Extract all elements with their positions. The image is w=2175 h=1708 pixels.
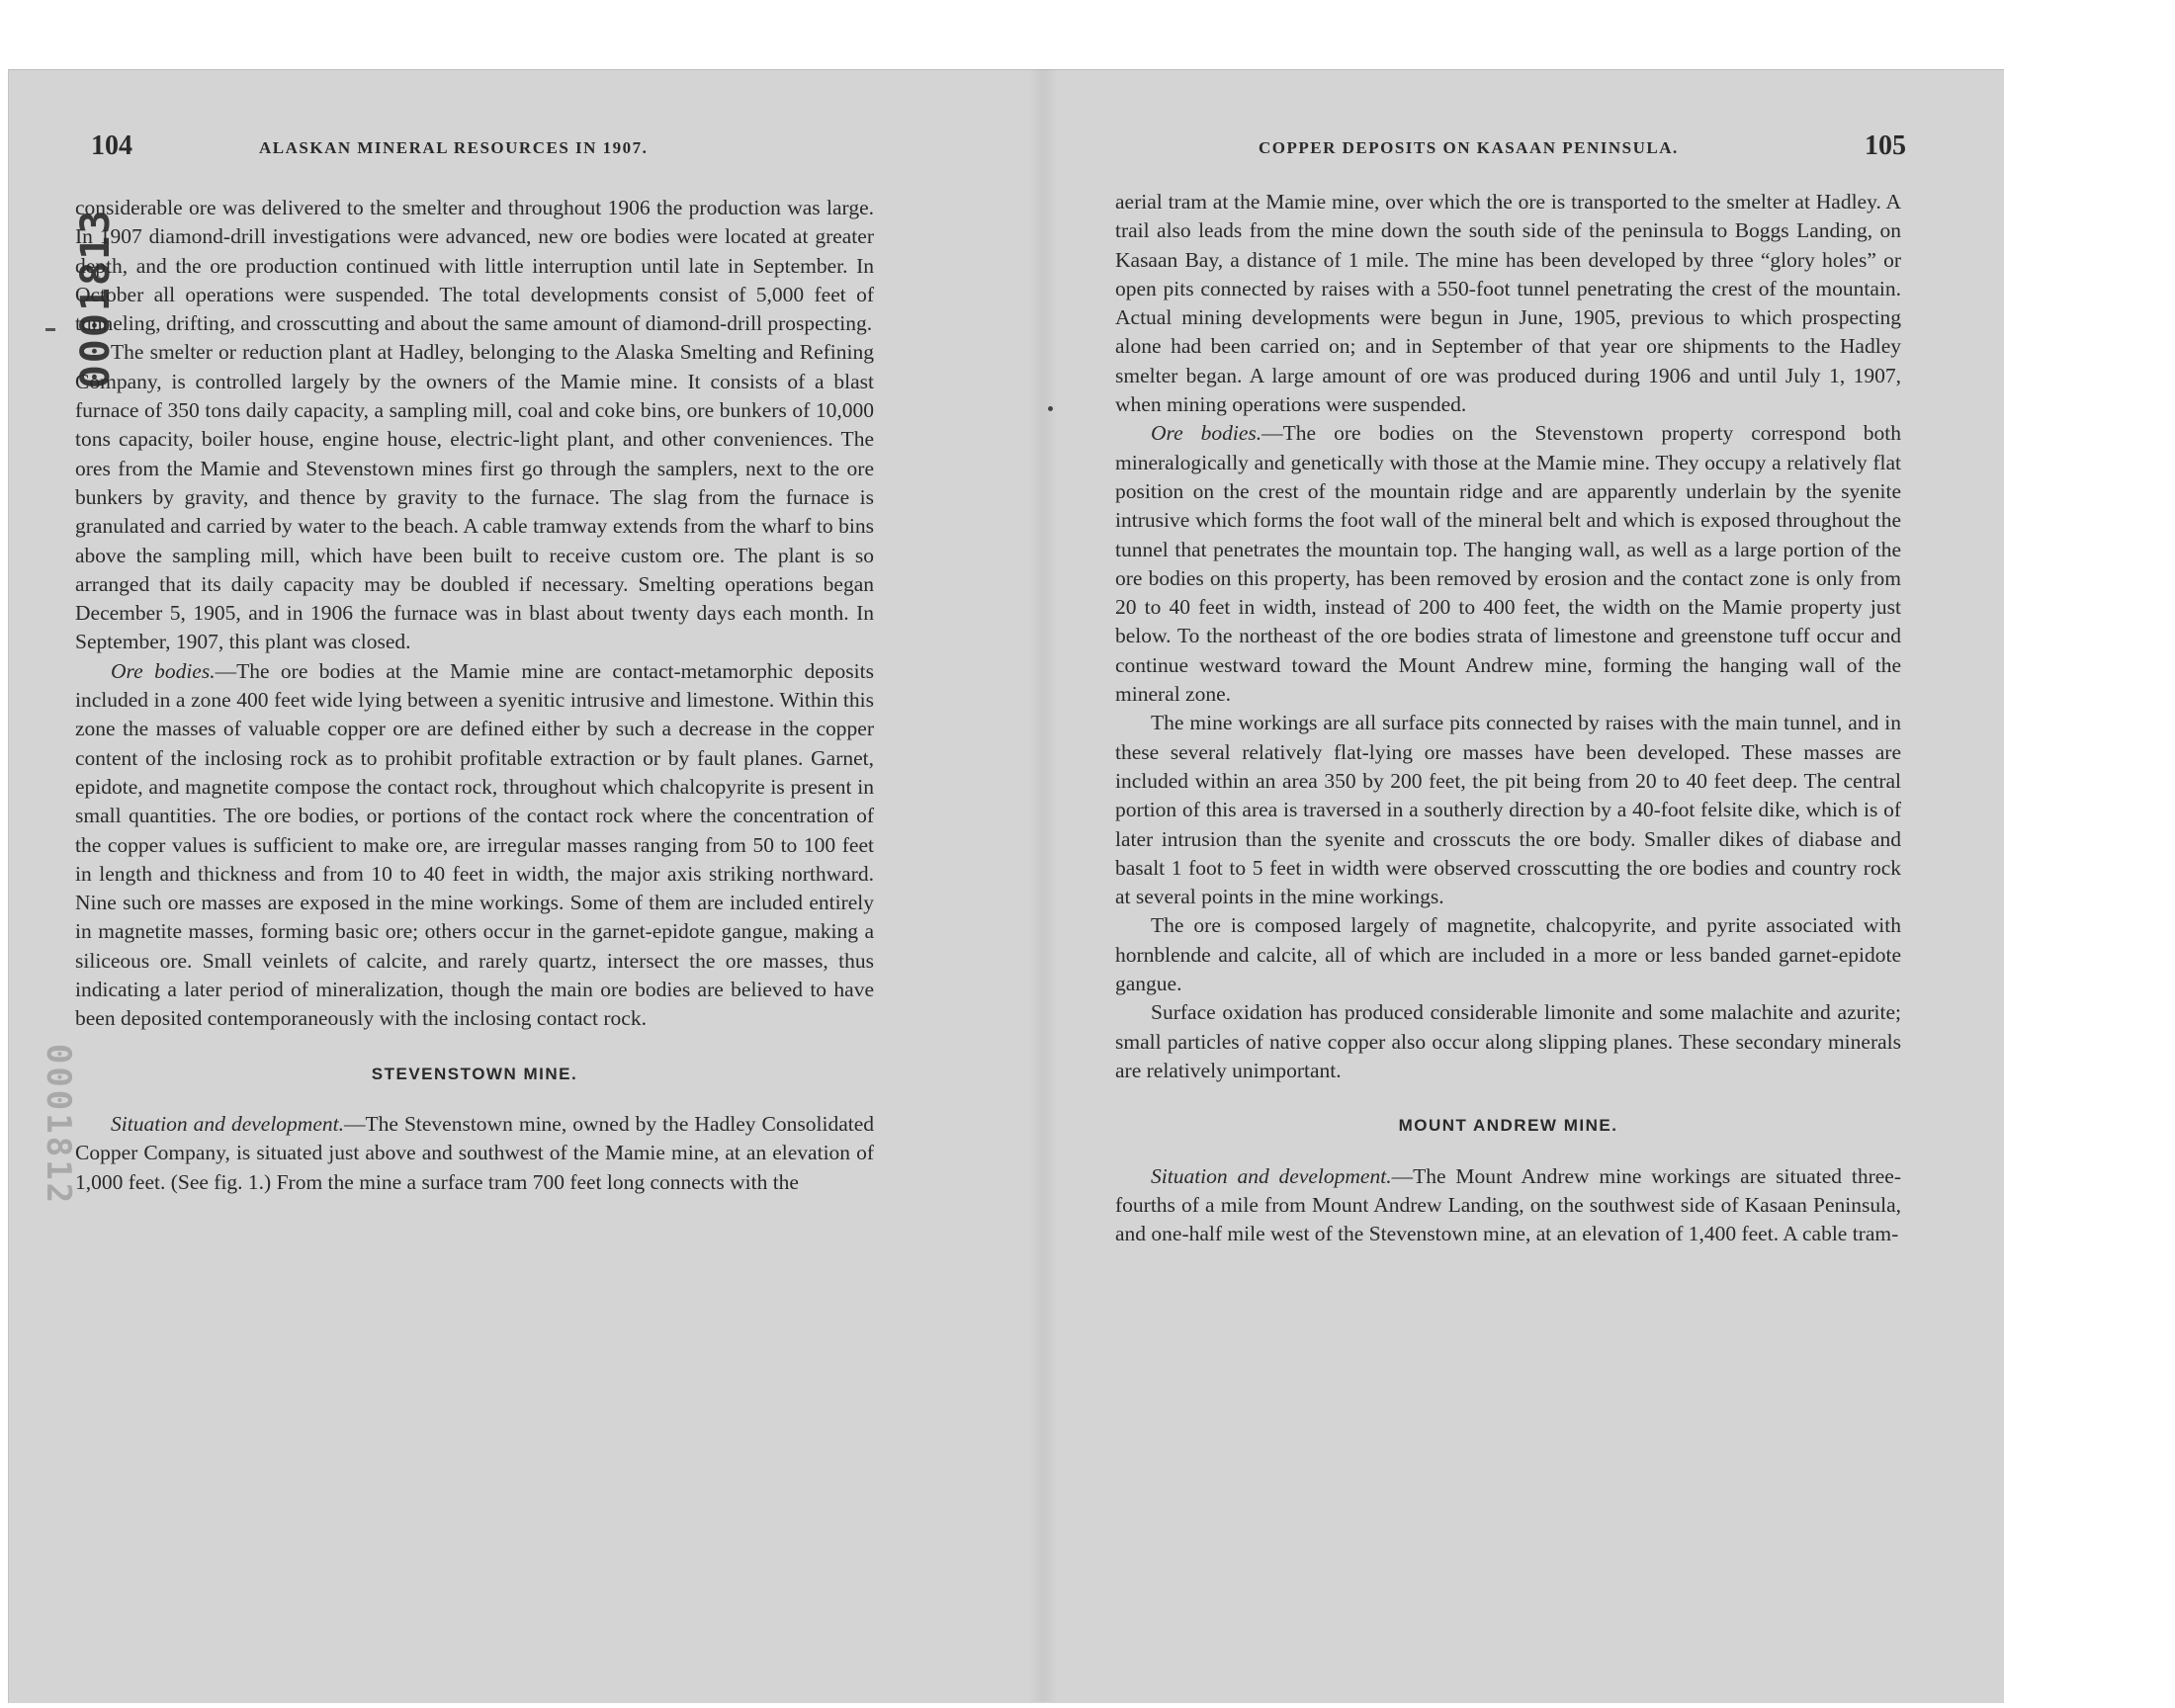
spread-gutter xyxy=(1028,69,1058,1702)
left-running-head xyxy=(71,130,874,170)
paragraph: Surface oxidation has produced considerable limonite and some malachite and azurite; small particles of native copper also occur along slipping planes. These secondary minerals are relatively unimportant. xyxy=(1115,1000,1901,1082)
situation-lead: Situation and development. xyxy=(111,1111,344,1136)
ore-bodies-paragraph xyxy=(1115,419,1901,709)
paragraph: The ore is composed largely of magnetite, chalcopyrite, and pyrite associated with hornblende and calcite, all of which are included in a more or less banded garnet-epidote gangue. xyxy=(1115,913,1901,996)
ore-bodies-text: —The ore bodies at the Mamie mine are contact-metamorphic deposits included in a zone 400 feet wide lying between a syenitic intrusive and limestone. Within this zone the masses of valuable copper ore are defined either by such a decrease in the copper content of the inclosing rock as to prohibit profitable extraction or by fault planes. Garnet, epidote, and magnetite compose the contact rock, throughout which chalcopyrite is present in small quantities. The ore bodies, or portions of the contact rock where the concentration of the copper values is sufficient to make ore, are irregular masses ranging from 50 to 100 feet in length and thickness and from 10 to 40 feet in width, the major axis striking northward. Nine such ore masses are exposed in the mine workings. Some of them are included entirely in magnetite masses, forming basic ore; others occur in the garnet-epidote gangue, making a siliceous ore. Small veinlets of calcite, and rarely quartz, intersect the ore masses, thus indicating a later period of mineralization, though the main ore bodies are believed to have been deposited contemporaneously with the inclosing contact rock. xyxy=(75,658,874,1031)
left-text-column xyxy=(75,194,874,1197)
paragraph: The smelter or reduction plant at Hadley, belonging to the Alaska Smelting and Refining Company, is controlled largely by the owners of the Mamie mine. It consists of a blast furnace of 350 tons daily capacity, a sampling mill, coal and coke bins, ore bunkers of 10,000 tons capacity, boiler house, engine house, electric-light plant, and other conveniences. The ores from the Mamie and Stevenstown mines first go through the samplers, next to the ore bunkers by gravity, and thence by gravity to the furnace. The slag from the furnace is granulated and carried by water to the beach. A cable tramway extends from the wharf to bins above the sampling mill, which have been built to receive custom ore. The plant is so arranged that its daily capacity may be doubled if necessary. Smelting operations began December 5, 1905, and in 1906 the furnace was in blast about twenty days each month. In September, 1907, this plant was closed. xyxy=(75,340,874,654)
situation-text: —The Mount Andrew mine workings are situated three-fourths of a mile from Mount Andrew Landing, on the southwest side of Kasaan Peninsula, and one-half mile west of the Stevenstown mine, at an elevation of 1,400 feet. A cable tram- xyxy=(1115,1163,1901,1246)
right-page-number: 105 xyxy=(1865,130,1906,161)
section-heading-mount-andrew: MOUNT ANDREW MINE. xyxy=(1398,1116,1618,1136)
right-running-head xyxy=(1115,130,1906,170)
left-running-title: ALASKAN MINERAL RESOURCES IN 1907. xyxy=(259,138,649,157)
paragraph: aerial tram at the Mamie mine, over which the ore is transported to the smelter at Hadley. A trail also leads from the mine down the south side of the peninsula to Boggs Landing, on Kasaan Bay, a distance of 1 mile. The mine has been developed by three “glory holes” or open pits connected by raises with a 550-foot tunnel penetrating the crest of the mountain. Actual mining developments were begun in June, 1905, previous to which prospecting alone had been carried on; and in September of that year ore shipments to the Hadley smelter began. A large amount of ore was produced during 1906 and until July 1, 1907, when mining operations were suspended. xyxy=(1115,190,1901,417)
faint-stamp-number: 0001812 xyxy=(39,1043,78,1207)
faint-stamp xyxy=(6,1033,78,1329)
scan-speck xyxy=(1048,406,1053,411)
situation-paragraph xyxy=(1115,1162,1901,1249)
ore-bodies-text: —The ore bodies on the Stevenstown property correspond both mineralogically and genetically with those at the Mamie mine. They occupy a relatively flat position on the crest of the mountain ridge and are apparently underlain by the syenite intrusive which forms the foot wall of the mineral belt and which is exposed throughout the tunnel that penetrates the mountain top. The hanging wall, as well as a large portion of the ore bodies on this property, has been removed by erosion and the contact zone is only from 20 to 40 feet in width, instead of 200 to 400 feet, the width on the Mamie property just below. To the northeast of the ore bodies strata of limestone and greenstone tuff occur and continue westward toward the Mount Andrew mine, forming the hanging wall of the mineral zone. xyxy=(1115,421,1901,707)
situation-lead: Situation and development. xyxy=(1151,1163,1392,1188)
right-running-title: COPPER DEPOSITS ON KASAAN PENINSULA. xyxy=(1259,138,1679,157)
archive-stamp-number: 0001813 xyxy=(73,208,119,389)
ore-bodies-lead: Ore bodies. xyxy=(1151,421,1262,446)
paragraph: The mine workings are all surface pits connected by raises with the main tunnel, and in these several relatively flat-lying ore masses have been developed. These masses are included within an area 350 by 200 feet, the pit being from 20 to 40 feet deep. The central portion of this area is traversed in a southerly direction by a 40-foot felsite dike, which is of later intrusion than the syenite and crosscuts the ore body. Smaller dikes of diabase and basalt 1 foot to 5 feet in width were observed crosscutting the ore bodies and country rock at several points in the mine workings. xyxy=(1115,711,1901,909)
situation-text: —The Stevenstown mine, owned by the Hadley Consolidated Copper Company, is situated just above and southwest of the Mamie mine, at an elevation of 1,000 feet. (See fig. 1.) From the mine a surface tram 700 feet long connects with the xyxy=(75,1111,874,1194)
left-page-number: 104 xyxy=(91,130,132,161)
ore-bodies-lead: Ore bodies. xyxy=(111,658,216,683)
ore-bodies-paragraph xyxy=(75,657,874,1034)
right-text-column xyxy=(1115,188,1901,1248)
section-heading-stevenstown: STEVENSTOWN MINE. xyxy=(371,1064,578,1083)
situation-paragraph xyxy=(75,1110,874,1197)
paragraph: considerable ore was delivered to the smelter and throughout 1906 the production was large. In 1907 diamond-drill investigations were advanced, new ore bodies were located at greater depth, and the ore production continued with little interruption until late in September. In October all operations were suspended. The total developments consist of 5,000 feet of tunneling, drifting, and crosscutting and about the same amount of diamond-drill prospecting. xyxy=(75,196,874,336)
scan-mark xyxy=(45,328,55,331)
